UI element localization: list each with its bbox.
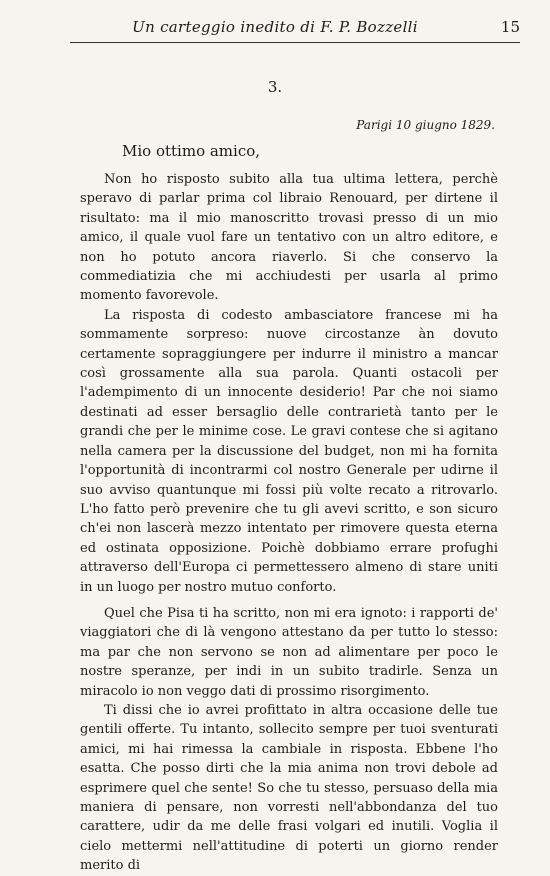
salutation: Mio ottimo amico, <box>122 142 261 160</box>
dateline: Parigi 10 giugno 1829. <box>356 118 495 132</box>
running-title: Un carteggio inedito di F. P. Bozzelli <box>132 18 418 36</box>
paragraph: Ti dissi che io avrei profittato in altra occasione delle tue gentili offerte. Tu intanto, sollecito sempre per tuoi sventurati amici, mi hai rimessa la cambiale in risposta. Ebbene l'ho esatta. Che posso dirti che la mia anima non trovi debole ad esprimere quel che sente! So che tu stesso, persuaso della mia maniera di pensare, non vorresti nell'abbondanza del tuo carattere, udir da me delle frasi volgari ed inutili. Voglia il cielo mettermi nell'attitudine di poterti un giorno render merito di <box>80 702 498 874</box>
paragraph: Quel che Pisa ti ha scritto, non mi era ignoto: i rapporti de' viaggiatori che di là vengono attestano da per tutto lo stesso: ma par che non servono se non ad alimentare per poco le nostre speranze, per indi in un subito tradirle. Senza un miracolo io non veggo dati di prossimo risorgimento. <box>80 605 498 699</box>
paragraph: Non ho risposto subito alla tua ultima lettera, perchè speravo di parlar prima col libraio Renouard, per dirtene il risultato: ma il mio manoscritto trovasi presso di un mio amico, il quale vuol fare un tentativo con un altro editore, e non ho potuto ancora riaverlo. Si che conservo la commediatizia che mi acchiudesti per usarla al primo momento favorevole. <box>80 172 498 304</box>
paragraph: La risposta di codesto ambasciatore francese mi ha sommamente sorpreso: nuove circostanze àn dovuto certamente sopraggiungere per indurre il ministro a mancar così grossamente alla sua parola. Quanti ostacoli per l'adempimento di un innocente desiderio! Par che noi siamo destinati ad esser bersaglio delle contrarietà tanto per le grandi che per le minime cose. Le gravi contese che si agitano nella camera per la discussione del budget, non mi ha fornita l'opportunità di incontrarmi col nostro Generale per udirne il suo avviso quantunque mi fossi più volte recato a ritrovarlo. L'ho fatto però prevenire che tu gli avevi scritto, e son sicuro ch'ei non lascerà mezzo intentato per rimovere questa eterna ed ostinata opposizione. Poichè dobbiamo errare profughi attraverso dell'Europa ci permettessero almeno di stare uniti in un luogo per nostro mutuo conforto. <box>80 307 498 595</box>
letter-body <box>80 170 498 876</box>
letter-number: 3. <box>267 78 283 96</box>
running-header <box>70 18 520 43</box>
page-number: 15 <box>500 18 520 36</box>
